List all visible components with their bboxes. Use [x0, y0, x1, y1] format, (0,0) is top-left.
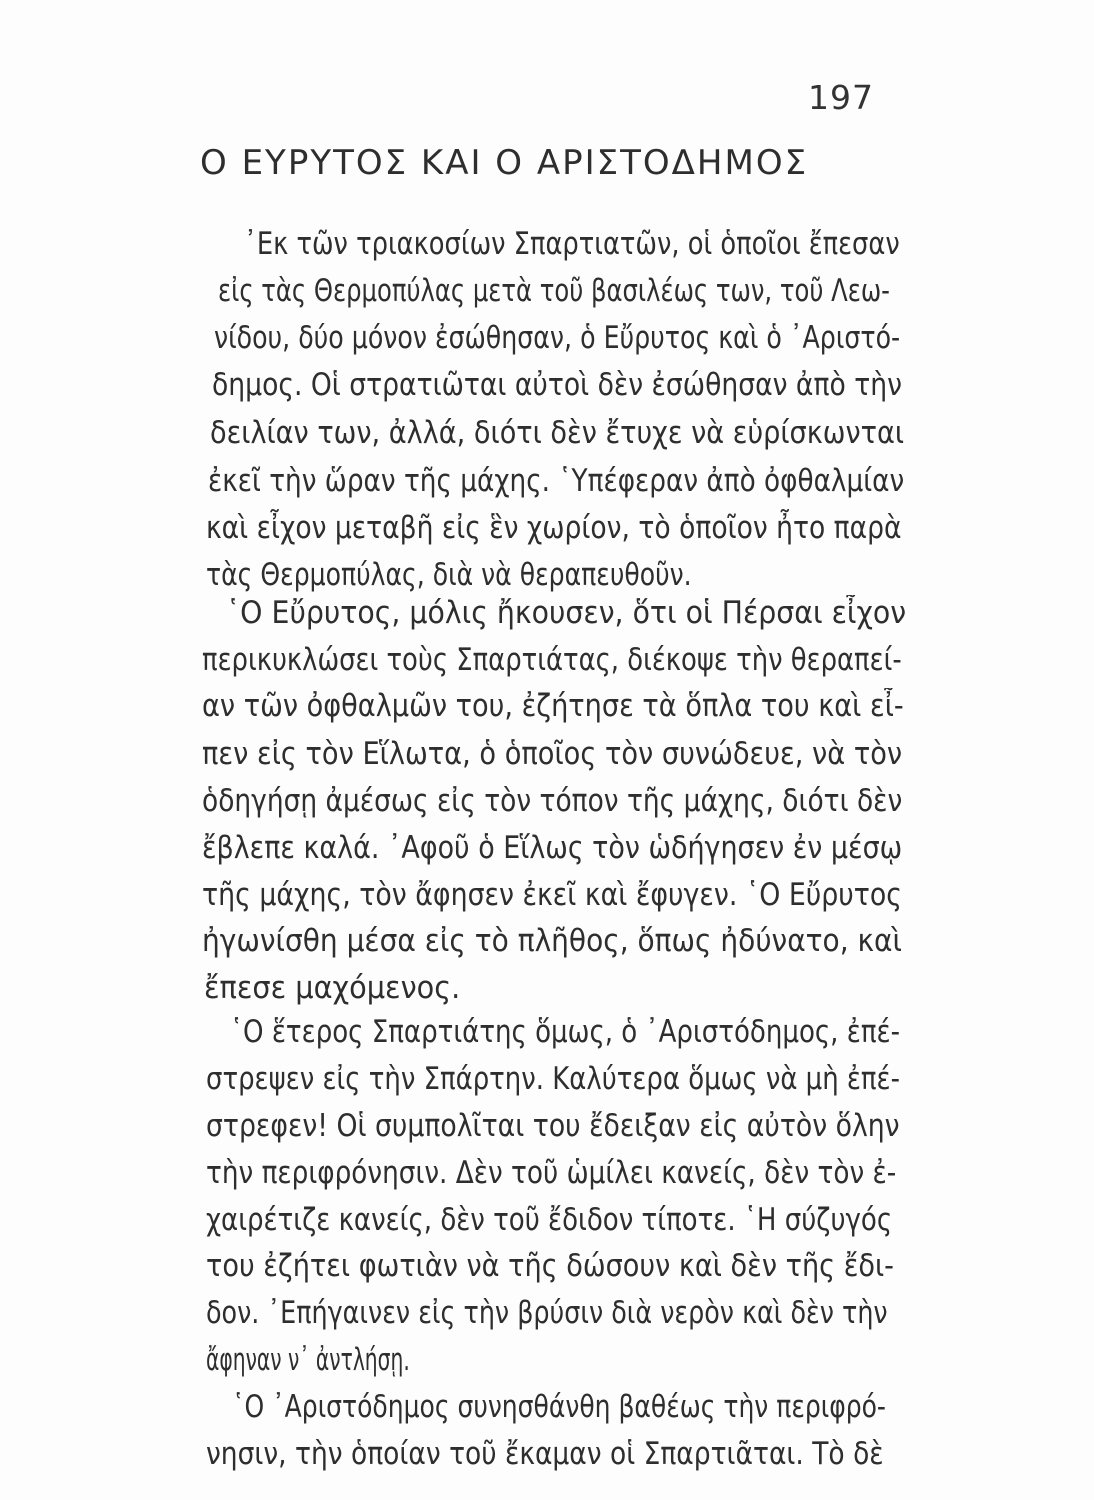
- text-line: νησιν, τὴν ὁποίαν τοῦ ἔκαμαν οἱ Σπαρτιᾶται. Τὸ δὲ: [206, 1436, 884, 1472]
- text-line: τὰς Θερμοπύλας, διὰ νὰ θεραπευθοῦν.: [206, 557, 692, 593]
- text-line: τῆς μάχης, τὸν ἄφησεν ἐκεῖ καὶ ἔφυγεν. ῾Ο Εὔρυτος: [202, 877, 903, 913]
- text-line: καὶ εἶχον μεταβῆ εἰς ἓν χωρίον, τὸ ὁποῖον ἦτο παρὰ: [206, 510, 902, 546]
- text-line: στρεφεν! Οἱ συμπολῖται του ἔδειξαν εἰς αὐτὸν ὅλην: [206, 1108, 900, 1144]
- body-text: [0, 226, 1094, 1472]
- text-line: ἄφηναν ν᾿ ἀντλήσῃ.: [206, 1342, 410, 1378]
- text-line: τὴν περιφρόνησιν. Δὲν τοῦ ὡμίλει κανείς, δὲν τὸν ἐ-: [206, 1155, 897, 1191]
- text-line: δειλίαν των, ἀλλά, διότι δὲν ἔτυχε νὰ εὑρίσκωνται: [210, 415, 905, 451]
- text-line: δημος. Οἱ στρατιῶται αὐτοὶ δὲν ἐσώθησαν ἀπὸ τὴν: [212, 367, 902, 403]
- text-line: ῾Ο Εὔρυτος, μόλις ἤκουσεν, ὅτι οἱ Πέρσαι εἶχον: [226, 595, 907, 631]
- page-number: 197: [808, 78, 874, 117]
- text-line: αν τῶν ὀφθαλμῶν του, ἐζήτησε τὰ ὅπλα του καὶ εἶ-: [202, 688, 904, 724]
- text-line: χαιρέτιζε κανείς, δὲν τοῦ ἔδιδον τίποτε. ῾Η σύζυγός: [206, 1202, 893, 1238]
- text-line: περικυκλώσει τοὺς Σπαρτιάτας, διέκοψε τὴν θεραπεί-: [202, 642, 902, 678]
- text-line: ἔβλεπε καλά. ᾿Αφοῦ ὁ Εἵλως τὸν ὡδήγησεν ἐν μέσῳ: [202, 830, 903, 866]
- text-line: νίδου, δύο μόνον ἐσώθησαν, ὁ Εὔρυτος καὶ ὁ ᾿Αριστό-: [214, 320, 901, 356]
- chapter-title: Ο ΕΥΡΥΤΟΣ ΚΑΙ Ο ΑΡΙΣΤΟΔΗΜΟΣ: [200, 143, 809, 183]
- text-line: στρεψεν εἰς τὴν Σπάρτην. Καλύτερα ὅμως νὰ μὴ ἐπέ-: [206, 1061, 900, 1097]
- text-line: ῾Ο ἕτερος Σπαρτιάτης ὅμως, ὁ ᾿Αριστόδημος, ἐπέ-: [230, 1014, 901, 1050]
- text-line: πεν εἰς τὸν Εἵλωτα, ὁ ὁποῖος τὸν συνώδευε, νὰ τὸν: [202, 736, 903, 772]
- text-line: ἠγωνίσθη μέσα εἰς τὸ πλῆθος, ὅπως ἠδύνατο, καὶ: [202, 923, 903, 959]
- text-line: του ἐζήτει φωτιὰν νὰ τῆς δώσουν καὶ δὲν τῆς ἔδι-: [206, 1248, 894, 1284]
- text-line: ἔπεσε μαχόμενος.: [204, 970, 461, 1006]
- text-line: ὁδηγήσῃ ἀμέσως εἰς τὸν τόπον τῆς μάχης, διότι δὲν: [202, 783, 903, 819]
- text-line: εἰς τὰς Θερμοπύλας μετὰ τοῦ βασιλέως των, τοῦ Λεω-: [218, 273, 890, 309]
- text-line: δον. ᾿Επήγαινεν εἰς τὴν βρύσιν διὰ νερὸν καὶ δὲν τὴν: [206, 1295, 888, 1331]
- text-line: ῾Ο ᾿Αριστόδημος συνησθάνθη βαθέως τὴν περιφρό-: [232, 1389, 886, 1425]
- text-line: ἐκεῖ τὴν ὥραν τῆς μάχης. ῾Υπέφεραν ἀπὸ ὀφθαλμίαν: [208, 463, 905, 499]
- text-line: ᾿Εκ τῶν τριακοσίων Σπαρτιατῶν, οἱ ὁποῖοι ἔπεσαν: [244, 226, 900, 262]
